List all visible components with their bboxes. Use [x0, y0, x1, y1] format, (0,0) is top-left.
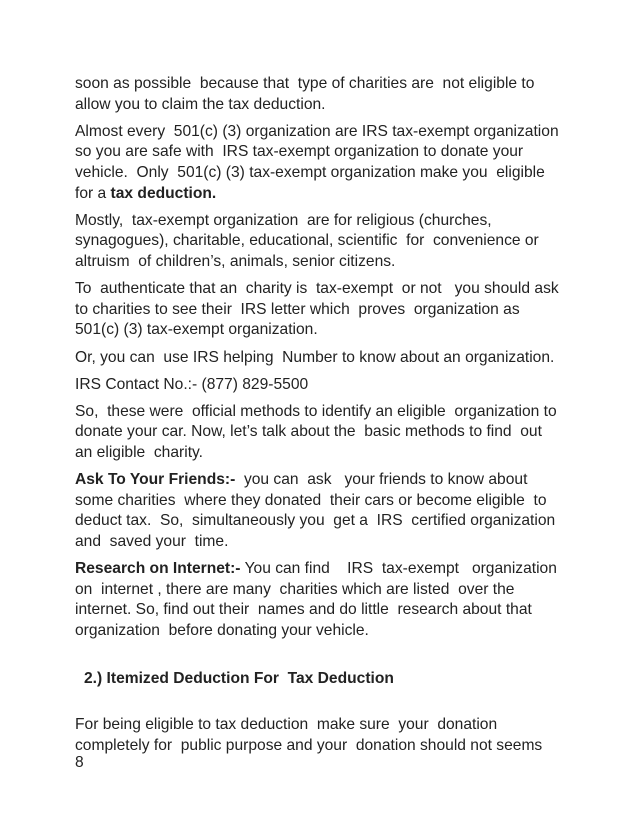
- text-line: 501(c) (3) tax-exempt organization.: [75, 321, 318, 339]
- text-fragment: you can ask your friends to know about: [235, 471, 528, 489]
- text-line: internet. So, find out their names and do little research about that: [75, 601, 532, 619]
- text-line: allow you to claim the tax deduction.: [75, 95, 326, 113]
- text-line: to charities to see their IRS letter which proves organization as: [75, 300, 520, 318]
- text-line: completely for public purpose and your donation should not seems: [75, 736, 543, 754]
- section-title: ) Itemized Deduction For Tax Deduction: [97, 669, 394, 687]
- text-fragment: You can find IRS tax-exempt organization: [240, 560, 557, 578]
- text-line: To authenticate that an charity is tax-exempt or not you should ask: [75, 280, 559, 298]
- text-line: some charities where they donated their cars or become eligible to: [75, 491, 547, 509]
- text-line: organization before donating your vehicle.: [75, 622, 369, 639]
- paragraph-ask-friends: [75, 470, 575, 552]
- text-line: synagogues), charitable, educational, scientific for convenience or: [75, 232, 539, 250]
- paragraph-itemized-deduction: [75, 715, 575, 756]
- text-line: For being eligible to tax deduction make sure your donation: [75, 716, 498, 734]
- text-line: soon as possible because that type of charities are not eligible to: [75, 75, 535, 92]
- text-line: an eligible charity.: [75, 444, 203, 462]
- paragraph-organization-types: [75, 211, 575, 273]
- section-number: 2.: [84, 669, 98, 687]
- bold-term-tax-deduction: tax deduction.: [110, 184, 217, 202]
- paragraph-research-internet: [75, 559, 575, 641]
- paragraph-irs-helping-number: [75, 348, 575, 369]
- paragraph-irs-contact: [75, 375, 575, 396]
- text-line: Mostly, tax-exempt organization are for religious (churches,: [75, 211, 492, 229]
- paragraph-authenticate: [75, 279, 575, 341]
- section-heading: [75, 669, 575, 690]
- text-fragment: for a: [75, 184, 111, 202]
- page-body: [75, 74, 575, 763]
- irs-contact-number: IRS Contact No.:- (877) 829-5500: [75, 375, 309, 393]
- text-line: vehicle. Only 501(c) (3) tax-exempt organization make you eligible: [75, 163, 545, 181]
- text-line: on internet , there are many charities which are listed over the: [75, 580, 515, 598]
- paragraph-basic-methods: [75, 402, 575, 464]
- bold-term-ask-friends: Ask To Your Friends:-: [75, 471, 236, 489]
- text-line: [75, 559, 575, 580]
- page-number: 8: [75, 754, 84, 771]
- paragraph-501c3: [75, 122, 575, 204]
- text-line: So, these were official methods to identify an eligible organization to: [75, 402, 557, 420]
- text-line: donate your car. Now, let’s talk about the basic methods to find out: [75, 423, 542, 441]
- text-line: Almost every 501(c) (3) organization are IRS tax-exempt organization: [75, 122, 559, 140]
- text-line: deduct tax. So, simultaneously you get a IRS certified organization: [75, 512, 556, 530]
- text-line: [75, 184, 575, 205]
- text-line: [75, 470, 575, 491]
- text-line: altruism of children’s, animals, senior citizens.: [75, 252, 396, 270]
- text-line: and saved your time.: [75, 533, 229, 551]
- bold-term-research-internet: Research on Internet:-: [75, 560, 241, 578]
- text-line: Or, you can use IRS helping Number to know about an organization.: [75, 348, 555, 366]
- text-line: so you are safe with IRS tax-exempt organization to donate your: [75, 143, 524, 161]
- paragraph-eligibility-note: [75, 74, 575, 115]
